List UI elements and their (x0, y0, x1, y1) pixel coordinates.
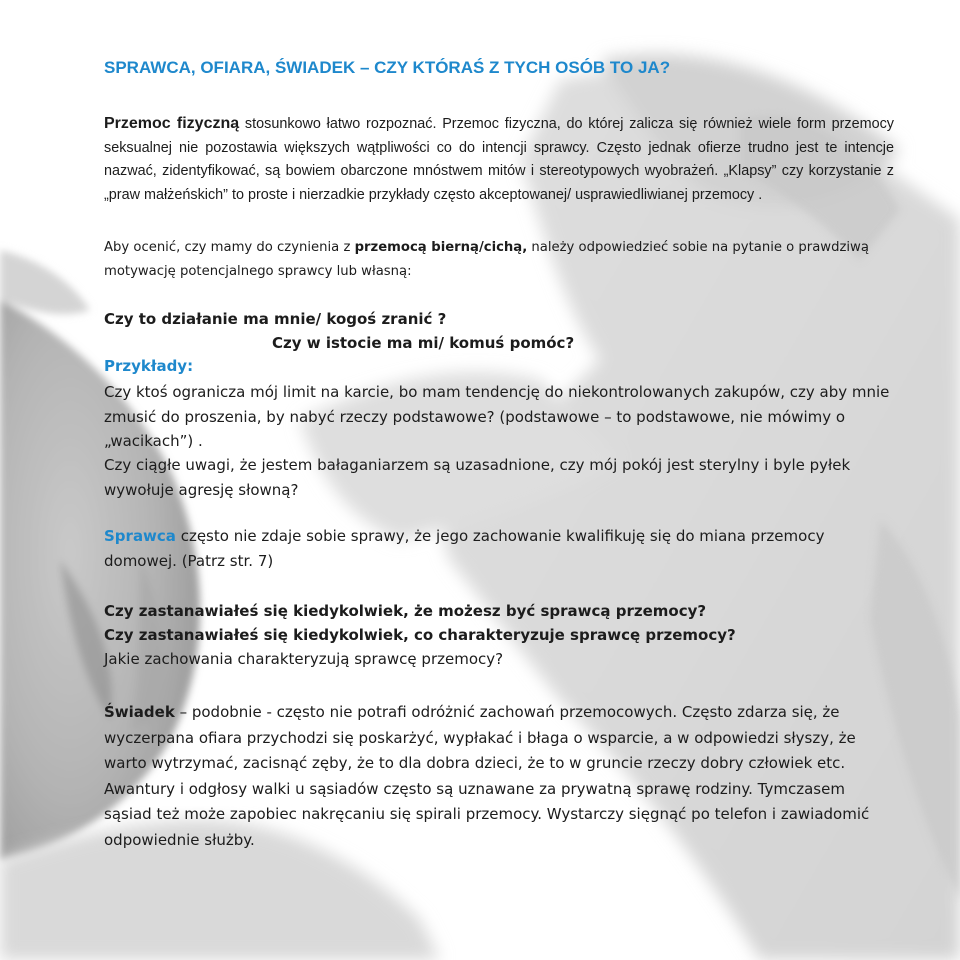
perpetrator-questions (104, 599, 894, 671)
perpetrator-paragraph (104, 524, 894, 573)
physical-violence-lead: Przemoc fizyczną (104, 115, 240, 132)
witness-text: – podobnie - często nie potrafi odróżnić zachowań przemocowych. Często zdarza się, że wyczerpana ofiara przychodzi się poskarżyć, wypłakać i błaga o wsparcie, a w odpowiedzi słyszy, że warto wytrzymać, zacisnąć zęby, że to dla dobra dzieci, że to w gruncie rzeczy dobry człowiek etc. Awantury i odgłosy walki u sąsiadów często są uznawane za prywatną sprawę rodziny. Tymczasem sąsiad też może zapobiec nakręcaniu się spirali przemocy. Wystarczy sięgnąć po telefon i zawiadomić odpowiednie służby. (104, 703, 870, 849)
physical-violence-paragraph (104, 112, 894, 207)
question-help: Czy w istocie ma mi/ komuś pomóc? (272, 334, 575, 352)
example-card-limit: Czy ktoś ogranicza mój limit na karcie, bo mam tendencję do niekontrolowanych zakupów, czy aby mnie zmusić do proszenia, by nabyć rzeczy podstawowe? (podstawowe – to podstawowe, nie mówimy o „wacikach”) . (104, 383, 890, 450)
passive-text-after: należy odpowiedzieć sobie na pytanie o prawdziwą motywację potencjalnego sprawcy lub własną: (104, 240, 869, 279)
page-title: SPRAWCA, OFIARA, ŚWIADEK – CZY KTÓRAŚ Z TYCH OSÓB TO JA? (104, 58, 671, 77)
perpetrator-text: często nie zdaje sobie sprawy, że jego zachowanie kwalifikuję się do miana przemocy domowej. (Patrz str. 7) (104, 527, 825, 570)
passive-violence-paragraph (104, 236, 894, 284)
physical-violence-text: stosunkowo łatwo rozpoznać. Przemoc fizyczna, do której zalicza się również wiele form przemocy seksualnej nie pozostawia większych wątpliwości co do intencji sprawcy. Często jednak ofierze trudno jest te intencje nazwać, zidentyfikować, są bowiem obarczone mnóstwem mitów i stereotypowych wyobrażeń. „Klapsy” czy korzystanie z „praw małżeńskich” to proste i nierzadkie przykłady często akceptowanej/ usprawiedliwianej przemocy . (104, 116, 894, 203)
perpetrator-question-3: Jakie zachowania charakteryzują sprawcę przemocy? (104, 650, 504, 668)
passive-violence-term: przemocą bierną/cichą, (354, 240, 528, 255)
perpetrator-question-2: Czy zastanawiałeś się kiedykolwiek, co charakteryzuje sprawcę przemocy? (104, 626, 736, 644)
witness-paragraph (104, 700, 894, 853)
example-remarks: Czy ciągłe uwagi, że jestem bałaganiarzem są uzasadnione, czy mój pokój jest sterylny i byle pyłek wywołuje agresję słowną? (104, 456, 851, 499)
question-hurt: Czy to działanie ma mnie/ kogoś zranić ? (104, 310, 447, 328)
examples-heading: Przykłady: (104, 357, 194, 375)
witness-keyword: Świadek (104, 703, 175, 721)
perpetrator-question-1: Czy zastanawiałeś się kiedykolwiek, że możesz być sprawcą przemocy? (104, 602, 707, 620)
passive-text-before: Aby ocenić, czy mamy do czynienia z (104, 240, 355, 255)
perpetrator-keyword: Sprawca (104, 527, 176, 545)
